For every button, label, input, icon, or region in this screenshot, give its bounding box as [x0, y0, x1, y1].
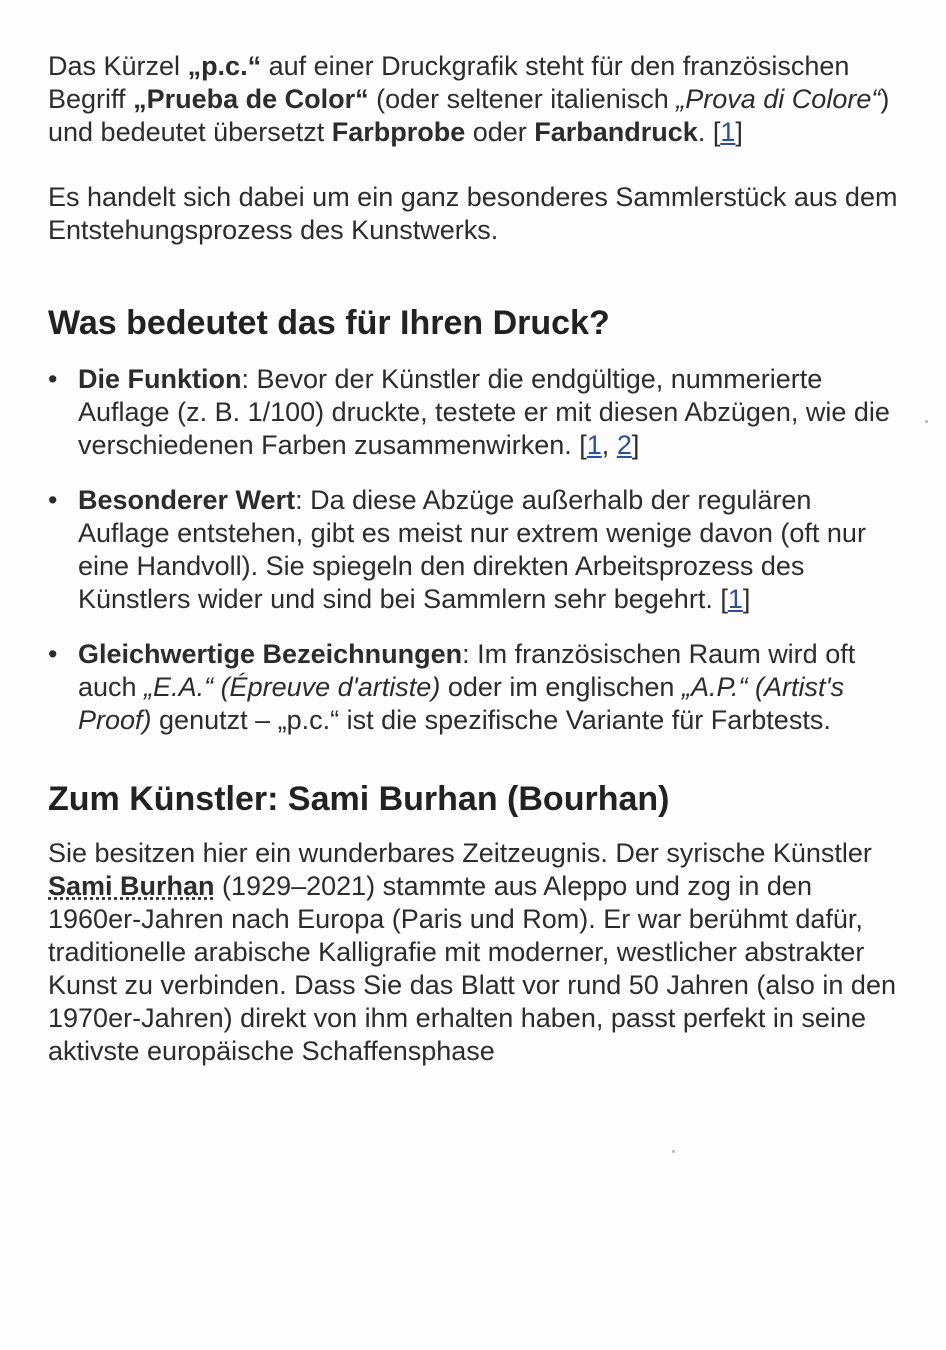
list-item-label: Die Funktion — [78, 364, 242, 394]
list-item-text: genutzt – „p.c.“ ist die spezifische Variante für Farbtests. — [151, 705, 831, 735]
ref-bracket: ] — [742, 584, 751, 614]
ref-separator: , — [601, 430, 617, 460]
reference-link-1[interactable]: 1 — [727, 584, 743, 614]
term-farbandruck: Farbandruck — [534, 117, 698, 147]
artist-paragraph — [48, 837, 908, 1068]
list-item-text: : Bevor der Künstler die endgültige, nummerierte Auflage (z. B. 1/100) druckte, testete er mit diesen Abzügen, wie die verschiedenen Farben zusammenwirken. — [78, 364, 890, 460]
collector-paragraph: Es handelt sich dabei um ein ganz besonderes Sammlerstück aus dem Entstehungsprozess des Kunstwerks. — [48, 182, 898, 245]
text-run: (1929–2021) stammte aus Aleppo und zog in den 1960er-Jahren nach Europa (Paris und Rom). Er war berühmt dafür, traditionelle arabische Kalligrafie mit moderner, westlicher abstrakter Kunst zu verbinden. Dass Sie das Blatt vor rund 50 Jahren (also in den 1970er-Jahren) direkt von ihm erhalten haben, passt perfekt in seine aktivste europäische Schaffensphase — [48, 871, 896, 1066]
scan-speck — [925, 420, 928, 423]
text-run: ) und bedeutet übersetzt — [48, 84, 890, 147]
section-heading-print: Was bedeutet das für Ihren Druck? — [48, 304, 610, 342]
reference-link-1[interactable]: 1 — [586, 430, 602, 460]
list-item-text: oder im englischen — [440, 672, 682, 702]
artist-name: Sami Burhan — [48, 871, 215, 901]
ref-bracket: ] — [735, 117, 743, 147]
list-item-value — [48, 484, 908, 616]
bullet-icon: • — [48, 485, 58, 515]
list-item-label: Besonderer Wert — [78, 485, 296, 515]
text-run: Sie besitzen hier ein wunderbares Zeitzeugnis. Der syrische Künstler — [48, 838, 872, 868]
term-epreuve-dartiste: „E.A.“ (Épreuve d'artiste) — [144, 672, 441, 702]
document-body — [48, 50, 908, 1068]
bullet-list — [48, 363, 908, 737]
list-item-text: : Im französischen Raum wird oft auch — [78, 639, 856, 702]
list-item-function — [48, 363, 908, 462]
text-run: (oder seltener italienisch — [368, 84, 677, 114]
text-run: auf einer Druckgrafik steht für den französischen Begriff — [48, 51, 850, 114]
scan-speck — [672, 1150, 675, 1153]
intro-paragraph — [48, 50, 908, 149]
ref-bracket: ] — [631, 430, 640, 460]
ref-bracket: [ — [579, 430, 587, 460]
reference-link-2[interactable]: 2 — [616, 430, 632, 460]
list-item-label: Gleichwertige Bezeichnungen — [78, 639, 463, 669]
term-prova-di-colore: „Prova di Colore“ — [676, 84, 881, 114]
term-pc: „p.c.“ — [187, 51, 262, 81]
bullet-icon: • — [48, 364, 58, 394]
reference-link-1[interactable]: 1 — [720, 117, 736, 147]
term-farbprobe: Farbprobe — [331, 117, 466, 147]
term-prueba-de-color: „Prueba de Color“ — [133, 84, 369, 114]
term-artists-proof: „A.P.“ (Artist's Proof) — [78, 672, 845, 735]
bullet-icon: • — [48, 639, 58, 669]
list-item-text: : Da diese Abzüge außerhalb der regulären Auflage entstehen, gibt es meist nur extrem wenige davon (oft nur eine Handvoll). Sie spiegeln den direkten Arbeitsprozess des Künstlers wider und sind bei Sammlern sehr begehrt. — [78, 485, 866, 614]
text-run: Das Kürzel — [48, 51, 188, 81]
ref-bracket: [ — [720, 584, 728, 614]
text-run: . — [697, 117, 713, 147]
text-run: oder — [465, 117, 535, 147]
ref-bracket: [ — [712, 117, 721, 147]
section-heading-artist: Zum Künstler: Sami Burhan (Bourhan) — [48, 780, 670, 818]
list-item-equivalents — [48, 638, 908, 737]
